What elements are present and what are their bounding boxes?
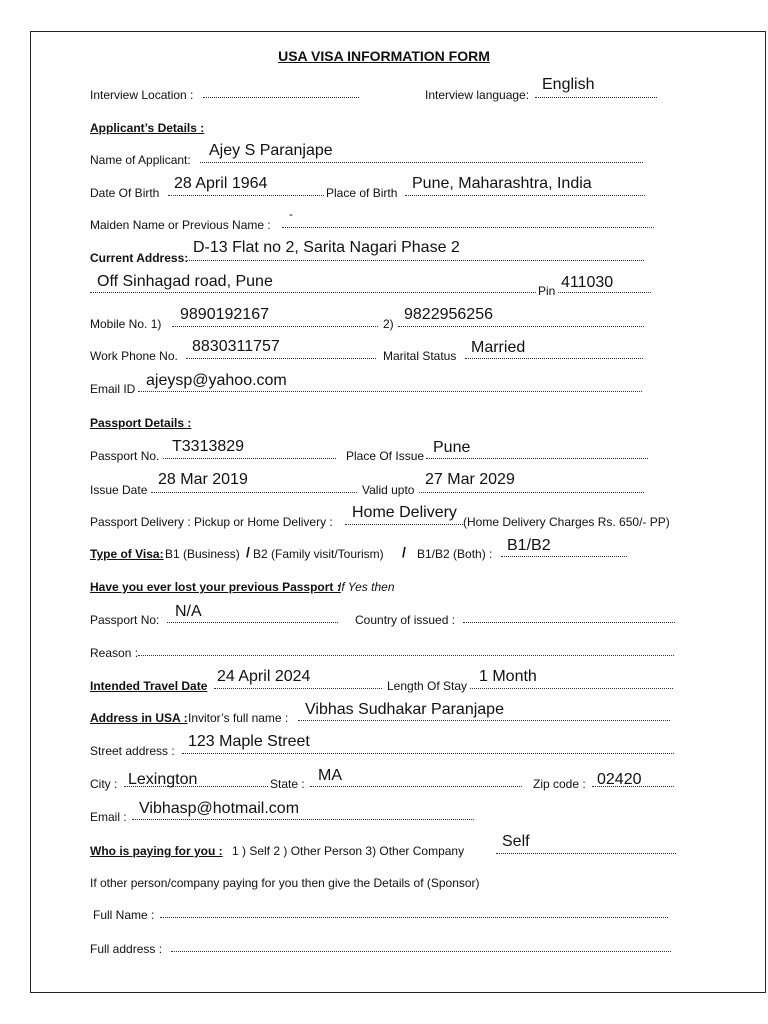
lost-passport-no-line <box>167 622 338 623</box>
passport-no-line <box>163 458 336 459</box>
place-of-issue-line <box>426 458 648 459</box>
name-of-applicant-label: Name of Applicant: <box>90 153 191 167</box>
date-of-birth-line <box>168 195 324 196</box>
type-of-visa-value[interactable]: B1/B2 <box>507 537 551 554</box>
invitor-name-line <box>298 720 670 721</box>
marital-status-value[interactable]: Married <box>471 339 526 356</box>
marital-status-line <box>465 358 643 359</box>
current-address-line1 <box>187 260 644 261</box>
passport-no-label: Passport No. <box>90 449 160 463</box>
intended-travel-date-value[interactable]: 24 April 2024 <box>217 668 311 685</box>
length-of-stay-value[interactable]: 1 Month <box>479 668 537 685</box>
invitor-name-value[interactable]: Vibhas Sudhakar Paranjape <box>305 701 504 718</box>
city-value[interactable]: Lexington <box>128 771 198 788</box>
street-address-value[interactable]: 123 Maple Street <box>188 733 310 750</box>
lost-passport-no-label: Passport No: <box>90 613 160 627</box>
zip-code-value[interactable]: 02420 <box>597 771 642 788</box>
place-of-issue-label: Place Of Issue <box>346 449 425 463</box>
form-title: USA VISA INFORMATION FORM <box>278 48 490 64</box>
work-phone-line <box>186 358 376 359</box>
invitor-name-label: Invitor’s full name : <box>188 711 289 725</box>
visa-separator-1: / <box>246 544 250 560</box>
state-label: State : <box>270 777 305 791</box>
state-line <box>310 786 522 787</box>
sponsor-full-name-line <box>160 917 668 918</box>
email-id-label: Email ID <box>90 382 136 396</box>
passport-delivery-value[interactable]: Home Delivery <box>352 504 457 521</box>
state-value[interactable]: MA <box>318 767 342 784</box>
lost-passport-question: Have you ever lost your previous Passport : <box>90 580 341 594</box>
type-of-visa-label: Type of Visa: <box>90 547 164 561</box>
interview-language-line <box>535 97 657 98</box>
pin-line <box>558 292 651 293</box>
paying-options: 1 ) Self 2 ) Other Person 3) Other Company <box>232 844 465 858</box>
passport-delivery-line <box>345 524 463 525</box>
marital-status-label: Marital Status <box>383 349 457 363</box>
zip-code-label: Zip code : <box>533 777 586 791</box>
passport-no-value[interactable]: T3313829 <box>172 438 245 455</box>
mobile-1-value[interactable]: 9890192167 <box>180 306 269 323</box>
length-of-stay-label: Length Of Stay <box>387 679 468 693</box>
valid-upto-line <box>419 492 644 493</box>
email-value[interactable]: Vibhasp@hotmail.com <box>139 800 300 817</box>
sponsor-full-address-line <box>171 951 671 952</box>
sponsor-full-name-label: Full Name : <box>93 908 155 922</box>
place-of-birth-line <box>405 195 645 196</box>
maiden-name-value[interactable]: - <box>289 207 293 221</box>
pin-value[interactable]: 411030 <box>561 274 614 291</box>
visa-separator-2: / <box>402 544 406 560</box>
reason-label: Reason : <box>90 646 139 660</box>
visa-b1b2-option: B1/B2 (Both) : <box>417 547 493 561</box>
who-is-paying-value[interactable]: Self <box>502 833 530 850</box>
city-label: City : <box>90 777 118 791</box>
lost-passport-if-yes: If Yes then <box>338 580 395 594</box>
address-in-usa-heading: Address in USA : <box>90 711 188 725</box>
mobile-no-label: Mobile No. 1) <box>90 317 162 331</box>
issue-date-label: Issue Date <box>90 483 148 497</box>
interview-location-label: Interview Location : <box>90 88 194 102</box>
mobile-2-label: 2) <box>383 317 394 331</box>
sponsor-note: If other person/company paying for you then give the Details of (Sponsor) <box>90 876 480 890</box>
current-address-label: Current Address: <box>90 251 189 265</box>
mobile-2-line <box>398 326 644 327</box>
pin-label: Pin <box>538 284 556 298</box>
work-phone-label: Work Phone No. <box>90 349 178 363</box>
maiden-name-label: Maiden Name or Previous Name : <box>90 218 271 232</box>
interview-language-label: Interview language: <box>425 88 530 102</box>
interview-language-value[interactable]: English <box>542 76 595 93</box>
name-of-applicant-value[interactable]: Ajey S Paranjape <box>209 142 333 159</box>
who-is-paying-label: Who is paying for you : <box>90 844 223 858</box>
intended-travel-date-line <box>214 688 382 689</box>
name-of-applicant-line <box>200 162 643 163</box>
type-of-visa-line <box>501 556 627 557</box>
place-of-issue-value[interactable]: Pune <box>433 439 471 456</box>
email-line <box>132 819 474 820</box>
street-address-label: Street address : <box>90 744 175 758</box>
date-of-birth-label: Date Of Birth <box>90 186 160 200</box>
passport-details-heading: Passport Details : <box>90 416 192 430</box>
country-of-issued-label: Country of issued : <box>355 613 456 627</box>
date-of-birth-value[interactable]: 28 April 1964 <box>174 175 268 192</box>
work-phone-value[interactable]: 8830311757 <box>192 338 280 355</box>
issue-date-value[interactable]: 28 Mar 2019 <box>158 471 248 488</box>
who-is-paying-line <box>496 853 676 854</box>
intended-travel-date-label: Intended Travel Date <box>90 679 208 693</box>
delivery-charges-note: (Home Delivery Charges Rs. 650/- PP) <box>463 515 670 529</box>
maiden-name-line <box>282 227 654 228</box>
street-address-line <box>182 753 674 754</box>
interview-location-line <box>203 97 359 98</box>
current-address-value-line1[interactable]: D-13 Flat no 2, Sarita Nagari Phase 2 <box>193 239 460 256</box>
passport-delivery-label: Passport Delivery : Pickup or Home Delivery : <box>90 515 333 529</box>
reason-line <box>138 655 674 656</box>
visa-b1-option: B1 (Business) <box>165 547 240 561</box>
country-of-issued-line <box>463 622 675 623</box>
mobile-2-value[interactable]: 9822956256 <box>404 306 493 323</box>
email-id-value[interactable]: ajeysp@yahoo.com <box>146 372 287 389</box>
applicants-details-heading: Applicant’s Details : <box>90 121 205 135</box>
place-of-birth-label: Place of Birth <box>326 186 398 200</box>
email-label: Email : <box>90 810 127 824</box>
email-id-line <box>138 391 642 392</box>
issue-date-line <box>151 492 357 493</box>
mobile-1-line <box>172 326 378 327</box>
current-address-value-line2[interactable]: Off Sinhagad road, Pune <box>97 273 273 290</box>
sponsor-full-address-label: Full address : <box>90 942 163 956</box>
place-of-birth-value[interactable]: Pune, Maharashtra, India <box>412 175 592 192</box>
current-address-line2 <box>90 292 536 293</box>
valid-upto-label: Valid upto <box>362 483 415 497</box>
valid-upto-value[interactable]: 27 Mar 2029 <box>425 471 515 488</box>
visa-b2-option: B2 (Family visit/Tourism) <box>253 547 384 561</box>
length-of-stay-line <box>470 688 673 689</box>
lost-passport-no-value[interactable]: N/A <box>175 603 202 620</box>
